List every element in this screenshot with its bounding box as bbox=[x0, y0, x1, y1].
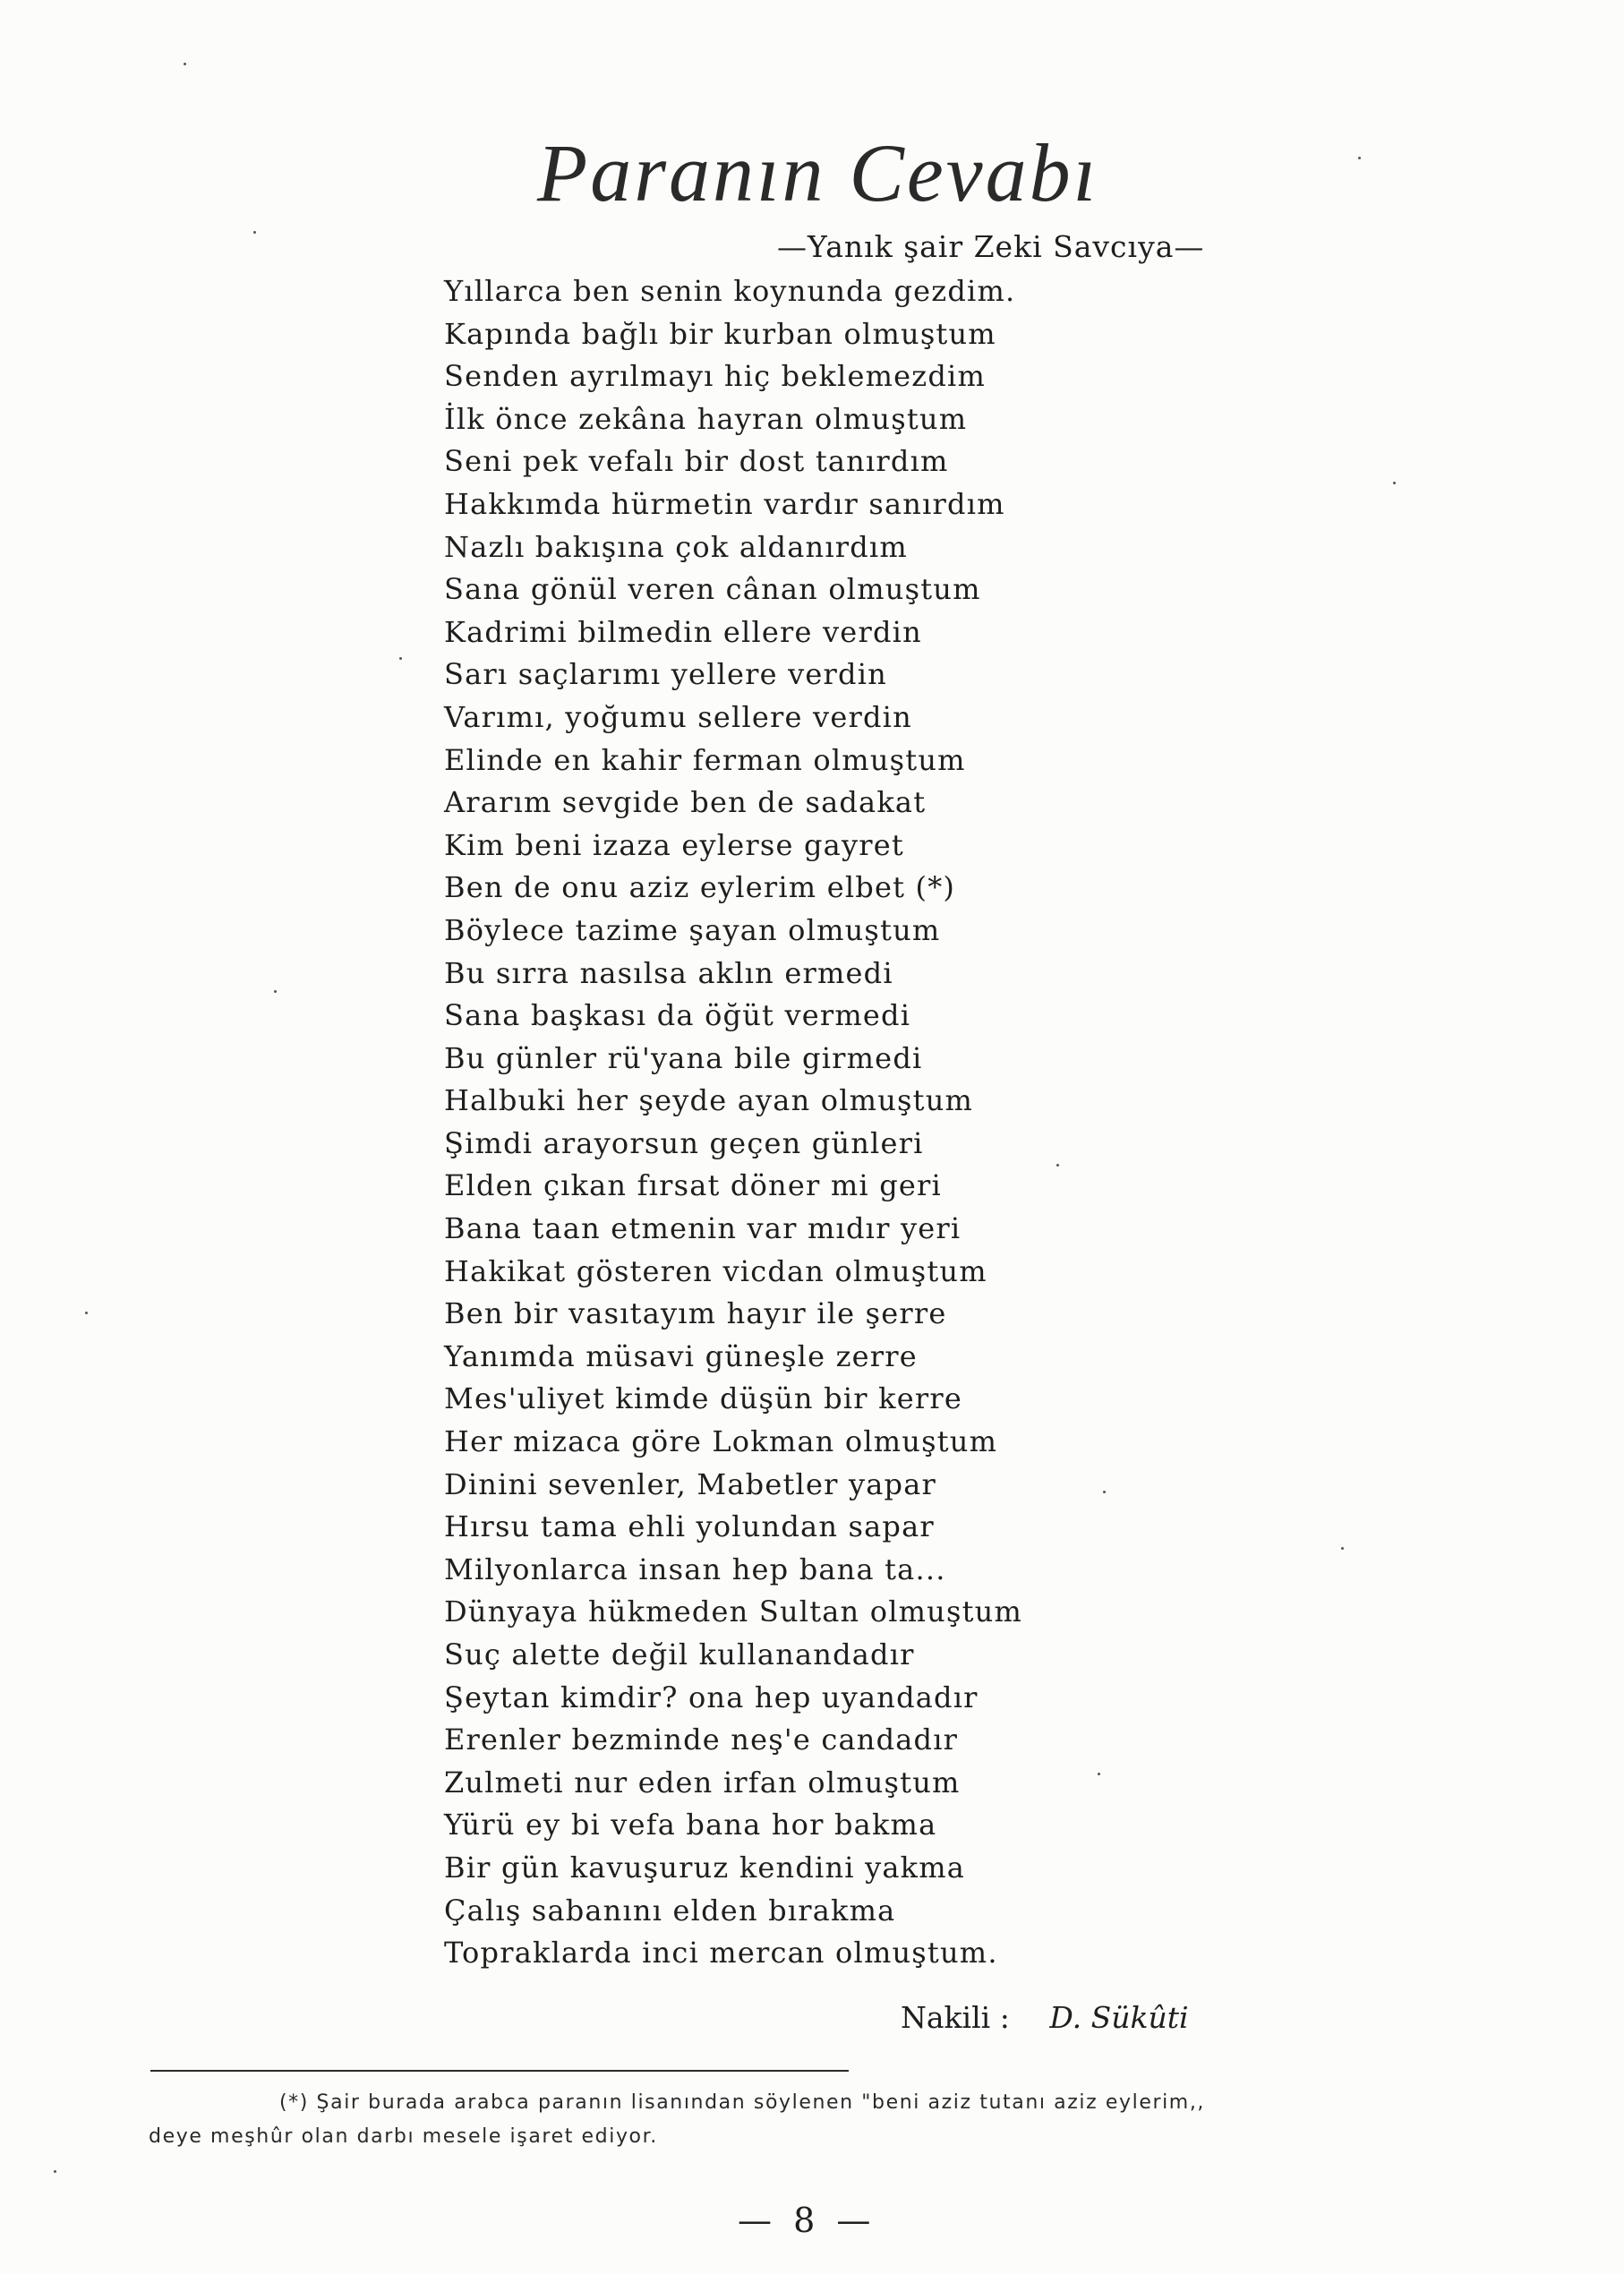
poem-line: Kapında bağlı bir kurban olmuştum bbox=[444, 316, 996, 351]
scan-speck bbox=[274, 990, 277, 993]
scan-speck bbox=[253, 231, 256, 234]
poem-line: Bana taan etmenin var mıdır yeri bbox=[444, 1211, 962, 1246]
scan-speck bbox=[1393, 482, 1396, 484]
footnote bbox=[149, 2086, 1402, 2154]
scan-speck bbox=[399, 657, 402, 660]
poem-line: Hırsu tama ehli yolundan sapar bbox=[444, 1509, 935, 1544]
poem-line: Topraklarda inci mercan olmuştum. bbox=[444, 1936, 998, 1971]
scan-speck bbox=[1341, 1547, 1344, 1550]
stanza bbox=[444, 953, 1142, 1123]
page-number: — 8 — bbox=[738, 2201, 876, 2240]
stanza bbox=[444, 1634, 1142, 1804]
dedication: —Yanık şair Zeki Savcıya— bbox=[777, 229, 1205, 264]
poem-line: Bu sırra nasılsa aklın ermedi bbox=[444, 955, 893, 990]
poem-line: Hakikat gösteren vicdan olmuştum bbox=[444, 1253, 987, 1288]
footnote-line: (*) Şair burada arabca paranın lisanından söylenen "beni aziz tutanı aziz eylerim,, bbox=[279, 2091, 1206, 2114]
poem-line: Kadrimi bilmedin ellere verdin bbox=[444, 614, 922, 649]
poem-line: Elden çıkan fırsat döner mi geri bbox=[444, 1168, 942, 1203]
stanza bbox=[444, 1123, 1142, 1293]
poem-line: Hakkımda hürmetin vardır sanırdım bbox=[444, 486, 1005, 521]
stanza bbox=[444, 782, 1142, 952]
stanza bbox=[444, 1804, 1142, 1974]
stanza bbox=[444, 440, 1142, 611]
scan-speck bbox=[85, 1312, 88, 1314]
scan-speck bbox=[1103, 1491, 1106, 1493]
poem-line: Ararım sevgide ben de sadakat bbox=[444, 785, 927, 820]
footnote-line: deye meşhûr olan darbı mesele işaret ediyor. bbox=[149, 2125, 658, 2148]
poem-line: Çalış sabanını elden bırakma bbox=[444, 1893, 896, 1928]
poem-line: Bir gün kavuşuruz kendini yakma bbox=[444, 1850, 966, 1885]
poem-line: Varımı, yoğumu sellere verdin bbox=[444, 699, 912, 734]
poem-title: Paranın Cevabı bbox=[537, 127, 1099, 218]
footnote-divider bbox=[150, 2070, 849, 2072]
poem-line: İlk önce zekâna hayran olmuştum bbox=[444, 401, 968, 436]
poem-line: Her mizaca göre Lokman olmuştum bbox=[444, 1424, 998, 1459]
poem-line: Halbuki her şeyde ayan olmuştum bbox=[444, 1083, 974, 1118]
stanza bbox=[444, 270, 1142, 440]
poem-line: Erenler bezminde neş'e candadır bbox=[444, 1723, 959, 1757]
poem-line: Seni pek vefalı bir dost tanırdım bbox=[444, 444, 949, 479]
signature-name: D. Sükûti bbox=[1049, 2000, 1189, 2035]
signature bbox=[901, 2000, 1189, 2035]
poem-line: Ben bir vasıtayım hayır ile şerre bbox=[444, 1296, 947, 1331]
poem-line: Yürü ey bi vefa bana hor bakma bbox=[444, 1808, 937, 1842]
poem-line: Sana başkası da öğüt vermedi bbox=[444, 998, 911, 1033]
poem-line: Zulmeti nur eden irfan olmuştum bbox=[444, 1765, 961, 1800]
stanza bbox=[444, 1293, 1142, 1463]
poem-line: Nazlı bakışına çok aldanırdım bbox=[444, 529, 908, 564]
poem-line: Sarı saçlarımı yellere verdin bbox=[444, 657, 887, 692]
poem-line: Dinini sevenler, Mabetler yapar bbox=[444, 1466, 937, 1501]
stanza bbox=[444, 611, 1142, 782]
poem-line: Milyonlarca insan hep bana ta... bbox=[444, 1552, 946, 1586]
poem-line: Şimdi arayorsun geçen günleri bbox=[444, 1125, 924, 1160]
scan-speck bbox=[184, 63, 186, 65]
poem-line: Böylece tazime şayan olmuştum bbox=[444, 912, 941, 947]
poem-body bbox=[444, 270, 1142, 1975]
poem-line: Ben de onu aziz eylerim elbet (*) bbox=[444, 870, 956, 905]
signature-label: Nakili : bbox=[901, 2000, 1010, 2035]
scan-speck bbox=[54, 2170, 56, 2173]
poem-line: Yanımda müsavi güneşle zerre bbox=[444, 1338, 918, 1373]
scan-speck bbox=[1098, 1773, 1100, 1775]
scan-speck bbox=[1056, 1164, 1059, 1167]
poem-line: Mes'uliyet kimde düşün bir kerre bbox=[444, 1381, 962, 1416]
poem-line: Şeytan kimdir? ona hep uyandadır bbox=[444, 1680, 979, 1714]
stanza bbox=[444, 1464, 1142, 1634]
poem-line: Senden ayrılmayı hiç beklemezdim bbox=[444, 359, 987, 394]
poem-line: Suç alette değil kullanandadır bbox=[444, 1637, 915, 1671]
poem-line: Dünyaya hükmeden Sultan olmuştum bbox=[444, 1594, 1023, 1629]
poem-line: Yıllarca ben senin koynunda gezdim. bbox=[444, 274, 1016, 308]
poem-line: Bu günler rü'yana bile girmedi bbox=[444, 1040, 923, 1075]
scan-speck bbox=[1358, 157, 1361, 159]
poem-line: Elinde en kahir ferman olmuştum bbox=[444, 742, 966, 777]
poem-line: Sana gönül veren cânan olmuştum bbox=[444, 572, 981, 607]
poem-line: Kim beni izaza eylerse gayret bbox=[444, 827, 904, 862]
